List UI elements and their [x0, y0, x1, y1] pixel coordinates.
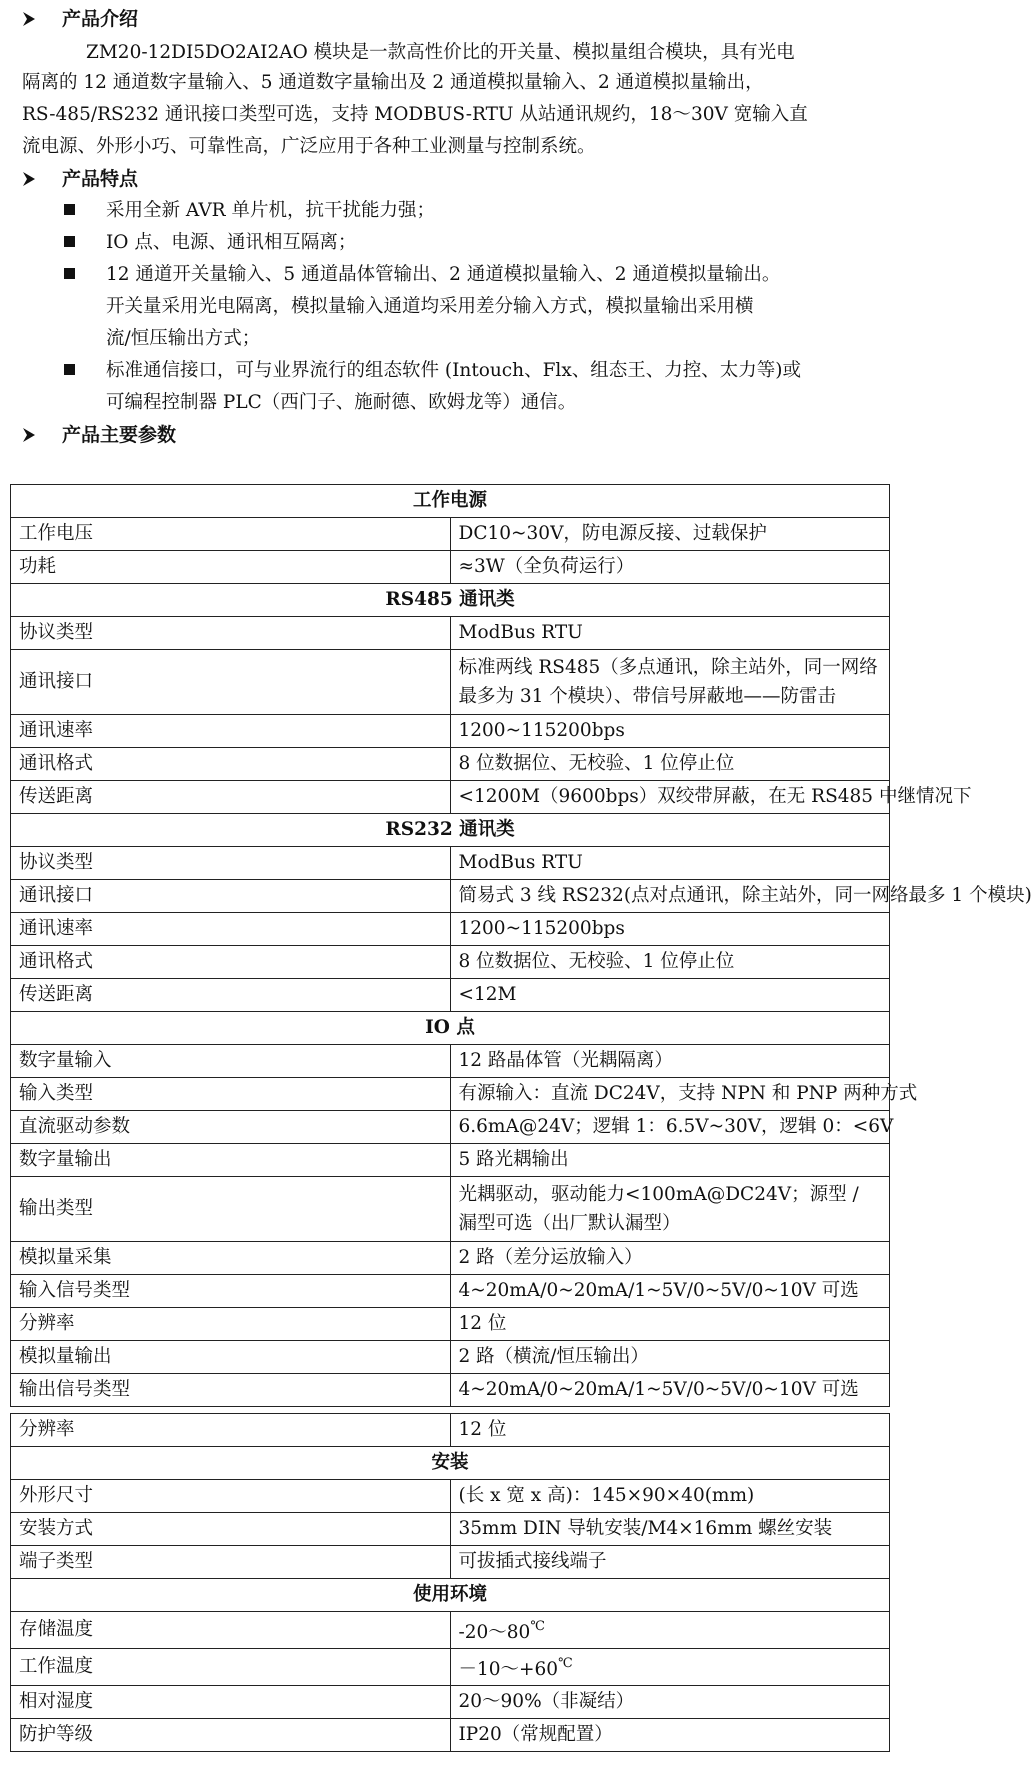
spec-table	[10, 484, 1032, 1752]
param-label: 安装方式	[11, 1513, 451, 1546]
table-row	[11, 650, 890, 715]
feature-item: IO 点、电源、通讯相互隔离；	[106, 232, 357, 253]
temp-range: －10～+60	[458, 1659, 559, 1680]
celsius-unit: ℃	[558, 1656, 573, 1671]
table-row	[11, 913, 890, 946]
param-value: <12M	[450, 979, 890, 1012]
table-row	[11, 1719, 890, 1752]
section-header: RS232 通讯类	[11, 814, 890, 847]
table-row	[11, 518, 890, 551]
table-row	[11, 1275, 890, 1308]
param-value: 1200~115200bps	[450, 913, 890, 946]
feature-item-continued: 可编程控制器 PLC（西门子、施耐德、欧姆龙等）通信。	[106, 392, 577, 413]
table-row	[11, 781, 890, 814]
param-label: 分辨率	[11, 1414, 451, 1447]
param-value: 可拔插式接线端子	[450, 1546, 890, 1579]
param-value: DC10~30V，防电源反接、过载保护	[450, 518, 890, 551]
param-value: 4~20mA/0~20mA/1~5V/0~5V/0~10V 可选	[450, 1275, 890, 1308]
table-row	[11, 1144, 890, 1177]
param-label: 分辨率	[11, 1308, 451, 1341]
param-label: 存储温度	[11, 1612, 451, 1649]
square-bullet-icon	[64, 204, 75, 215]
param-value: 8 位数据位、无校验、1 位停止位	[450, 946, 890, 979]
param-label: 防护等级	[11, 1719, 451, 1752]
param-value: 5 路光耦输出	[450, 1144, 890, 1177]
square-bullet-icon	[64, 268, 75, 279]
feature-item: 12 通道开关量输入、5 通道晶体管输出、2 通道模拟量输入、2 通道模拟量输出。	[106, 264, 781, 285]
param-value: 简易式 3 线 RS232(点对点通讯，除主站外，同一网络最多 1 个模块)	[450, 880, 890, 913]
table-row	[11, 1341, 890, 1374]
features-heading: 产品特点	[22, 164, 138, 191]
table-row	[11, 1612, 890, 1649]
param-label: 协议类型	[11, 617, 451, 650]
param-label: 通讯格式	[11, 946, 451, 979]
table-row	[11, 1242, 890, 1275]
param-label: 模拟量采集	[11, 1242, 451, 1275]
table-row	[11, 1045, 890, 1078]
table-row	[11, 1374, 890, 1407]
param-value	[450, 1612, 890, 1649]
table-row	[11, 617, 890, 650]
table-row	[11, 847, 890, 880]
param-label: 输入类型	[11, 1078, 451, 1111]
param-value: 1200~115200bps	[450, 715, 890, 748]
param-value: 12 路晶体管（光耦隔离）	[450, 1045, 890, 1078]
param-value: 12 位	[450, 1308, 890, 1341]
param-value	[450, 1649, 890, 1686]
table-row	[11, 715, 890, 748]
table-row	[11, 748, 890, 781]
temp-range: -20～80	[458, 1622, 531, 1643]
table-row	[11, 880, 890, 913]
param-value: (长 x 宽 x 高)：145×90×40(mm)	[450, 1480, 890, 1513]
table-row	[11, 1414, 890, 1447]
table-row	[11, 551, 890, 584]
param-label: 工作温度	[11, 1649, 451, 1686]
params-heading: 产品主要参数	[22, 420, 176, 447]
intro-line: RS-485/RS232 通讯接口类型可选，支持 MODBUS-RTU 从站通讯规约，18～30V 宽输入直	[22, 104, 808, 125]
table-row	[11, 946, 890, 979]
table-row	[11, 1513, 890, 1546]
param-value: ModBus RTU	[450, 847, 890, 880]
param-value: 8 位数据位、无校验、1 位停止位	[450, 748, 890, 781]
intro-line: ZM20-12DI5DO2AI2AO 模块是一款高性价比的开关量、模拟量组合模块，具有光电	[86, 42, 795, 63]
param-label: 数字量输出	[11, 1144, 451, 1177]
table-row	[11, 1177, 890, 1242]
param-value: ≈3W（全负荷运行）	[450, 551, 890, 584]
param-label: 端子类型	[11, 1546, 451, 1579]
table-row	[11, 979, 890, 1012]
param-label: 传送距离	[11, 979, 451, 1012]
arrow-bullet-icon	[22, 168, 62, 190]
feature-item: 采用全新 AVR 单片机，抗干扰能力强；	[106, 200, 435, 221]
param-value: 光耦驱动，驱动能力<100mA@DC24V；源型 / 漏型可选（出厂默认漏型）	[450, 1177, 890, 1242]
param-value: 35mm DIN 导轨安装/M4×16mm 螺丝安装	[450, 1513, 890, 1546]
param-label: 通讯速率	[11, 913, 451, 946]
intro-heading: 产品介绍	[22, 4, 138, 31]
param-label: 传送距离	[11, 781, 451, 814]
param-value: ModBus RTU	[450, 617, 890, 650]
param-label: 协议类型	[11, 847, 451, 880]
param-value: <1200M（9600bps）双绞带屏蔽，在无 RS485 中继情况下	[450, 781, 890, 814]
square-bullet-icon	[64, 236, 75, 247]
param-label: 外形尺寸	[11, 1480, 451, 1513]
param-value: 20～90%（非凝结）	[450, 1686, 890, 1719]
param-value: 4~20mA/0~20mA/1~5V/0~5V/0~10V 可选	[450, 1374, 890, 1407]
param-label: 直流驱动参数	[11, 1111, 451, 1144]
intro-line: 流电源、外形小巧、可靠性高，广泛应用于各种工业测量与控制系统。	[22, 136, 596, 157]
feature-item-continued: 开关量采用光电隔离，模拟量输入通道均采用差分输入方式，模拟量输出采用横	[106, 296, 754, 317]
table-row	[11, 1480, 890, 1513]
table-row	[11, 1078, 890, 1111]
param-label: 通讯接口	[11, 880, 451, 913]
section-header: RS485 通讯类	[11, 584, 890, 617]
feature-item-continued: 流/恒压输出方式；	[106, 328, 261, 349]
param-label: 通讯速率	[11, 715, 451, 748]
param-label: 输出类型	[11, 1177, 451, 1242]
table-row	[11, 1308, 890, 1341]
param-label: 相对湿度	[11, 1686, 451, 1719]
param-label: 通讯格式	[11, 748, 451, 781]
param-label: 通讯接口	[11, 650, 451, 715]
param-value: 12 位	[450, 1414, 890, 1447]
square-bullet-icon	[64, 364, 75, 375]
celsius-unit: ℃	[530, 1619, 545, 1634]
table-row	[11, 1686, 890, 1719]
param-value: 有源输入：直流 DC24V，支持 NPN 和 PNP 两种方式	[450, 1078, 890, 1111]
table-row	[11, 1111, 890, 1144]
table-row	[11, 1649, 890, 1686]
param-label: 模拟量输出	[11, 1341, 451, 1374]
table-row	[11, 1546, 890, 1579]
intro-line: 隔离的 12 通道数字量输入、5 通道数字量输出及 2 通道模拟量输入、2 通道模拟量输出，	[22, 72, 764, 93]
section-header: 工作电源	[11, 485, 890, 518]
param-label: 数字量输入	[11, 1045, 451, 1078]
param-label: 工作电压	[11, 518, 451, 551]
param-label: 功耗	[11, 551, 451, 584]
param-value: 2 路（横流/恒压输出）	[450, 1341, 890, 1374]
section-header: 使用环境	[11, 1579, 890, 1612]
section-header: 安装	[11, 1447, 890, 1480]
param-value: 6.6mA@24V；逻辑 1：6.5V~30V，逻辑 0：<6V	[450, 1111, 890, 1144]
param-value: IP20（常规配置）	[450, 1719, 890, 1752]
arrow-bullet-icon	[22, 424, 62, 446]
feature-item: 标准通信接口，可与业界流行的组态软件 (Intouch、Flx、组态王、力控、太力等)或	[106, 360, 801, 381]
section-header: IO 点	[11, 1012, 890, 1045]
param-label: 输出信号类型	[11, 1374, 451, 1407]
arrow-bullet-icon	[22, 8, 62, 30]
param-value: 标准两线 RS485（多点通讯，除主站外，同一网络最多为 31 个模块）、带信号屏蔽地——防雷击	[450, 650, 890, 715]
param-label: 输入信号类型	[11, 1275, 451, 1308]
param-value: 2 路（差分运放输入）	[450, 1242, 890, 1275]
